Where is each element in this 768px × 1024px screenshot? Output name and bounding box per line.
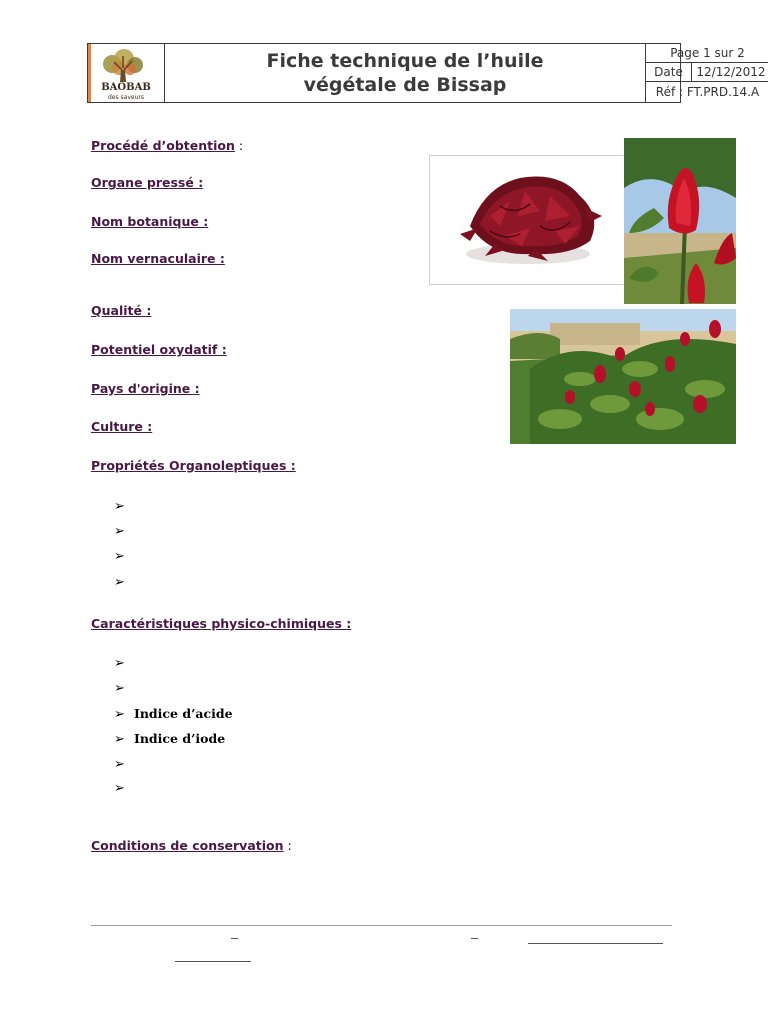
physico-item <box>114 731 225 748</box>
title-cell <box>165 44 645 102</box>
physico-item <box>114 756 134 773</box>
organoleptique-item <box>114 498 134 515</box>
baobab-logo <box>88 44 165 102</box>
footer-underline <box>528 943 663 944</box>
footer-dash <box>471 938 478 939</box>
conservation-text: Conditions de conservation <box>91 838 284 853</box>
arrow-bullet-icon: ➢ <box>114 732 125 747</box>
footer-separator <box>91 925 672 926</box>
procede-colon: : <box>234 138 244 153</box>
pays-label <box>91 381 200 396</box>
arrow-bullet-icon: ➢ <box>114 681 125 696</box>
document-header <box>87 43 766 103</box>
nom-botanique-text: Nom botanique : <box>91 214 209 229</box>
arrow-bullet-icon: ➢ <box>114 549 125 564</box>
arrow-bullet-icon: ➢ <box>114 499 125 514</box>
nom-vernaculaire-text: Nom vernaculaire : <box>91 251 225 266</box>
arrow-bullet-icon: ➢ <box>114 575 125 590</box>
physico-item <box>114 680 134 697</box>
date-label: Date <box>646 63 692 82</box>
physico-item <box>114 706 233 723</box>
hibiscus-plant-photo <box>510 309 736 444</box>
potentiel-text: Potentiel oxydatif : <box>91 342 227 357</box>
caracteristiques-label <box>91 616 351 631</box>
footer-dash <box>231 938 238 939</box>
page-number: Page 1 sur 2 <box>645 44 768 63</box>
svg-text:BAOBAB: BAOBAB <box>101 82 151 93</box>
footer-underline <box>175 961 251 962</box>
pays-text: Pays d'origine : <box>91 381 200 396</box>
conservation-label <box>91 838 292 853</box>
arrow-bullet-icon: ➢ <box>114 656 125 671</box>
caracteristiques-text: Caractéristiques physico-chimiques : <box>91 616 352 631</box>
date-value: 12/12/2012 <box>696 65 766 79</box>
arrow-bullet-icon: ➢ <box>114 781 125 796</box>
physico-item <box>114 655 134 672</box>
arrow-bullet-icon: ➢ <box>114 524 125 539</box>
nom-vernaculaire-label <box>91 251 225 266</box>
date-row <box>645 63 768 82</box>
arrow-bullet-icon: ➢ <box>114 707 125 722</box>
title-line-1: Fiche technique de l’huile <box>266 50 544 72</box>
arrow-bullet-icon: ➢ <box>114 757 125 772</box>
proprietes-text: Propriétés Organoleptiques : <box>91 458 296 473</box>
document-title <box>255 49 555 97</box>
proprietes-label <box>91 458 296 473</box>
hibiscus-flower-photo <box>624 138 736 304</box>
organoleptique-item <box>114 574 134 591</box>
reference: Réf : FT.PRD.14.A <box>645 82 768 102</box>
culture-text: Culture : <box>91 419 153 434</box>
organe-text: Organe pressé : <box>91 175 204 190</box>
indice-acide: Indice d’acide <box>134 706 233 721</box>
organe-label <box>91 175 203 190</box>
nom-botanique-label <box>91 214 208 229</box>
potentiel-label <box>91 342 227 357</box>
procede-label <box>91 138 243 153</box>
qualite-label <box>91 303 151 318</box>
indice-iode: Indice d’iode <box>134 731 226 746</box>
culture-label <box>91 419 152 434</box>
svg-text:des saveurs: des saveurs <box>108 94 144 101</box>
organoleptique-item <box>114 523 134 540</box>
qualite-text: Qualité : <box>91 303 152 318</box>
dried-hibiscus-photo <box>429 155 627 285</box>
physico-item <box>114 780 134 797</box>
meta-cell <box>645 44 768 102</box>
conservation-colon: : <box>283 838 292 853</box>
organoleptique-item <box>114 548 134 565</box>
title-line-2: végétale de Bissap <box>303 74 507 96</box>
procede-text: Procédé d’obtention <box>91 138 235 153</box>
